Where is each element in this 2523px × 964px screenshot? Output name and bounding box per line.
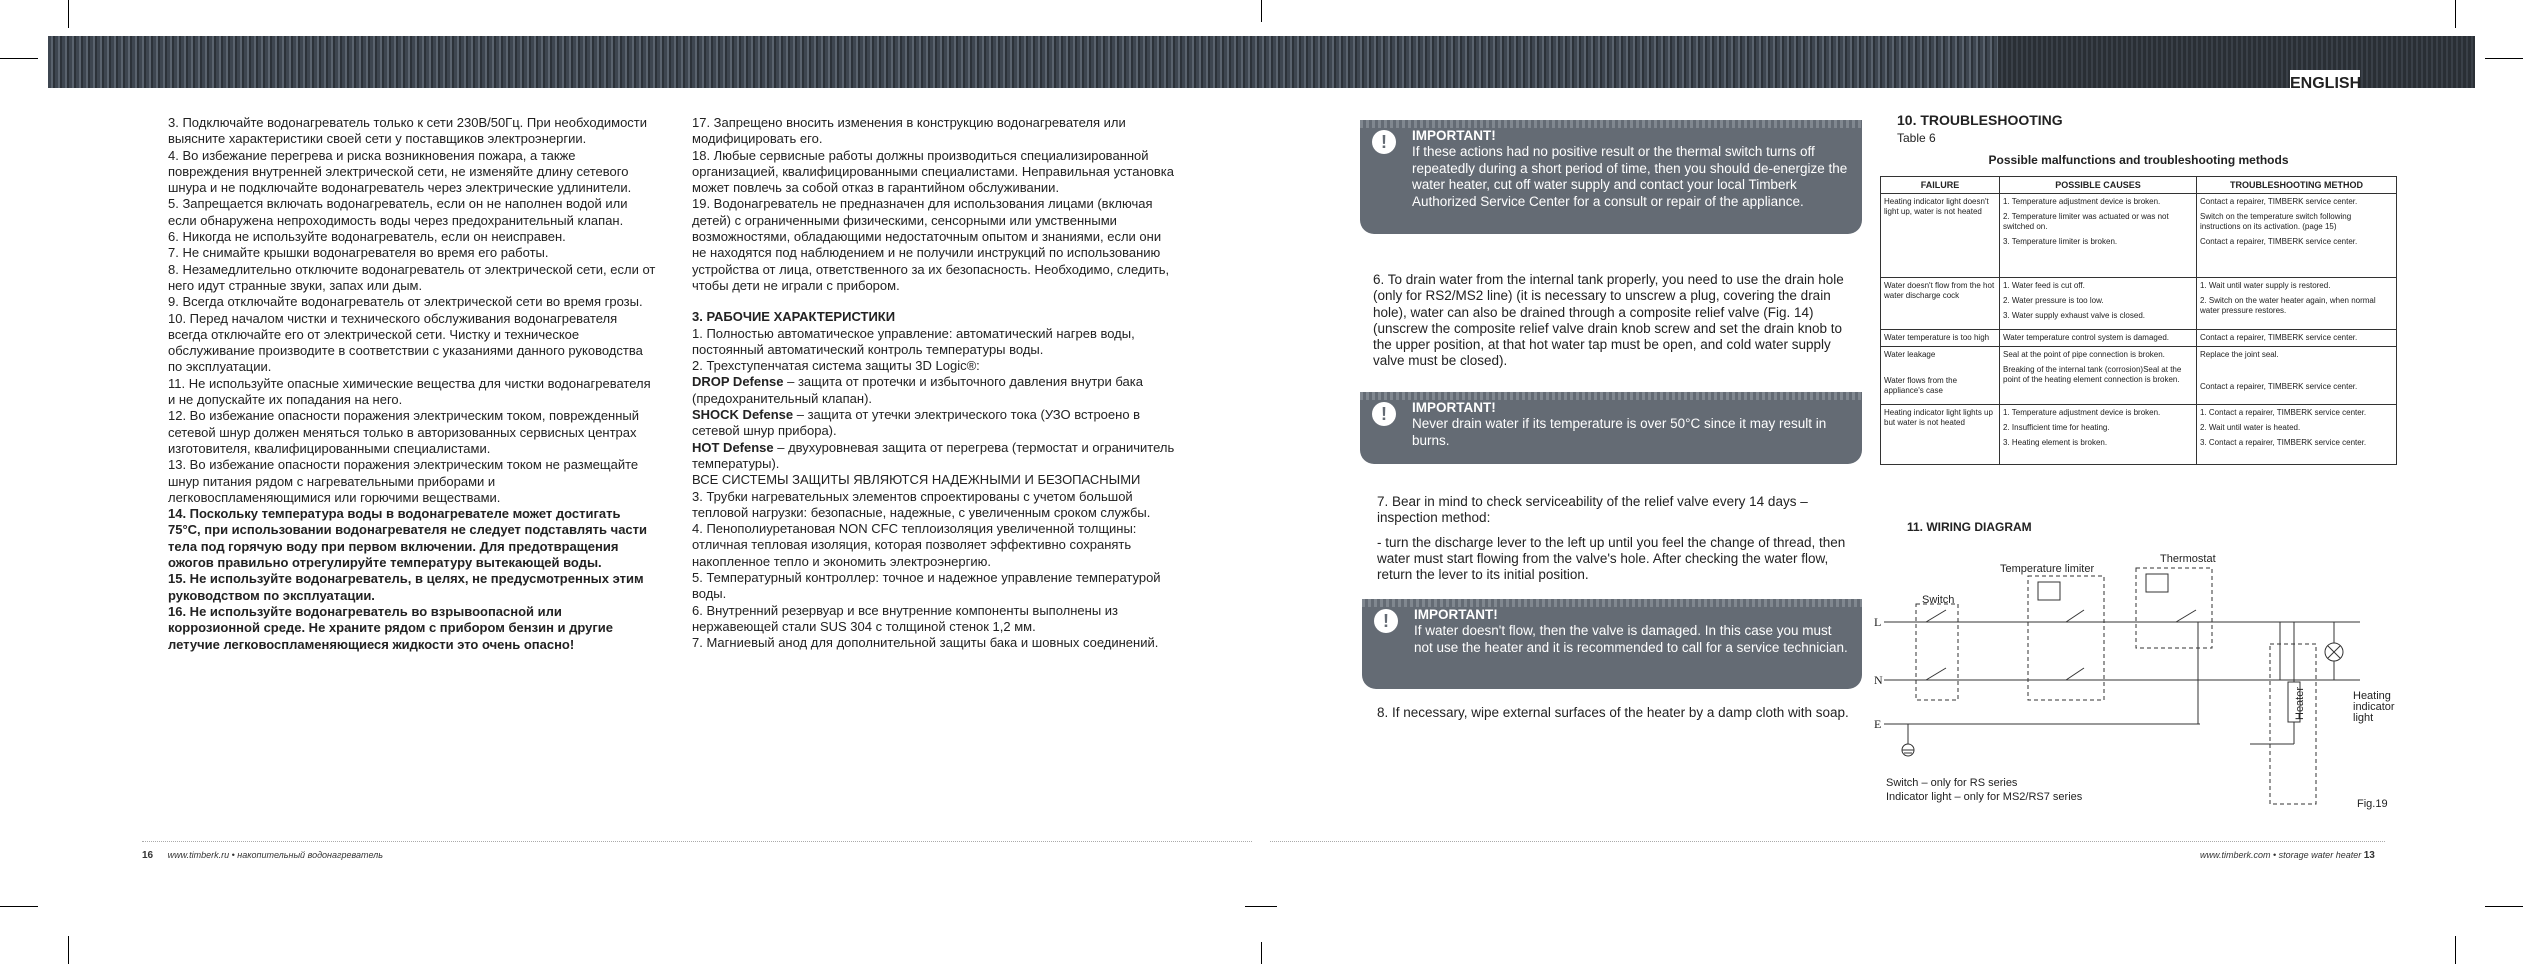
crop-mark (2455, 0, 2456, 28)
list-item: 6. Внутренний резервуар и все внутренние компоненты выполнены из нержавеющей стали SUS 304 с толщиной стенок 1,2 мм. (692, 602, 1118, 634)
warning-icon: ! (1372, 402, 1396, 426)
method: Replace the joint seal. (2200, 350, 2279, 359)
page-number: 16 (142, 850, 154, 861)
table-cell: Water leakage (1884, 350, 1936, 359)
cause: 3. Temperature limiter is broken. (2003, 237, 2118, 246)
list-item: 12. Во избежание опасности поражения электрическим током, поврежденный сетевой шнур должен меняться только в авторизованных сервисных центрах изготовителя, квалифицированными специалистами. (168, 408, 640, 456)
footer-left (142, 850, 383, 861)
method: Switch on the temperature switch following instructions on its activation. (page 15) (2200, 212, 2352, 231)
table-cell: Contact a repairer, TIMBERK service center. (2197, 330, 2397, 347)
list-item: 9. Всегда отключайте водонагреватель от электрической сети во время грозы. (168, 294, 643, 310)
wiring-note-line: Indicator light – only for MS2/RS7 series (1886, 791, 2083, 803)
crop-mark (2455, 936, 2456, 964)
crop-mark (68, 936, 69, 964)
important-title: IMPORTANT! (1414, 607, 1498, 622)
table-title: Possible malfunctions and troubleshooting methods (1988, 153, 2289, 167)
table-cell: Water temperature is too high (1881, 330, 2000, 347)
method: Contact a repairer, TIMBERK service center. (2200, 382, 2358, 391)
indicator-label-line: light (2353, 712, 2374, 724)
language-label: ENGLISH (2290, 70, 2360, 98)
list-item: 2. Трехступенчатая система защиты 3D Logic®: (692, 358, 980, 374)
table-cell: Water flows from the appliance's case (1884, 376, 1958, 395)
footer-rule (142, 841, 1252, 842)
relief-valve-paragraph (1377, 494, 1860, 583)
page-number: 13 (2363, 850, 2375, 861)
list-item: 10. Перед началом чистки и технического обслуживания водонагревателя всегда отключайте его от электрической сети. Чистку и техническое обслуживание производите в соответствии с указаниями данного руководства по эксплуатации. (168, 310, 643, 375)
important-text: Never drain water if its temperature is over 50°C since it may result in burns. (1412, 416, 1827, 448)
wiring-label-indicator (2353, 691, 2395, 724)
list-item: 1. Полностью автоматическое управление: автоматический нагрев воды, постоянный автоматический контроль температуры воды. (692, 325, 1135, 357)
footer-url: www.timberk.ru • накопительный водонагреватель (167, 850, 383, 860)
header-banner-dark (1998, 36, 2475, 88)
wiring-label-limiter: Temperature limiter (2000, 563, 2095, 575)
table-cell: Water temperature control system is damaged. (2000, 330, 2197, 347)
indicator-label-line: indicator (2353, 701, 2395, 713)
method: Contact a repairer, TIMBERK service center. (2200, 197, 2358, 206)
table-row (1881, 347, 2397, 405)
crop-mark (2485, 58, 2523, 59)
crop-mark (0, 906, 38, 907)
drain-paragraph: 6. To drain water from the internal tank properly, you need to use the drain hole (only for RS2/MS2 line) (it is necessary to unscrew a plug, covering the drain hole), water can also be drained through a composite relief valve (Fig. 14) (unscrew the composite relief valve drain knob screw and set the drain knob to the upper position, at that hot water tap must be open, and cold water supply valve must be closed). (1373, 272, 1844, 369)
table-cell: Heating indicator light doesn't light up, water is not heated (1881, 194, 2000, 278)
p7: 7. Bear in mind to check serviceability of the relief valve every 14 days – inspection method: (1377, 494, 1808, 526)
table-cell: Water doesn't flow from the hot water discharge cock (1881, 278, 2000, 330)
method: 2. Wait until water is heated. (2200, 423, 2301, 432)
important-text: If these actions had no positive result or the thermal switch turns off repeatedly during a short period of time, then you should de-energize the water heater, cut off water supply and contact your local Timberk Authorized Service Center for a consult or repair of the appliance. (1412, 144, 1848, 209)
wiring-label-thermostat: Thermostat (2160, 553, 2216, 565)
wiring-title: 11. WIRING DIAGRAM (1907, 520, 2032, 534)
wiring-note (1886, 776, 2082, 804)
wiring-label-N: N (1874, 673, 1883, 687)
cause: 2. Insufficient time for heating. (2003, 423, 2110, 432)
important-title: IMPORTANT! (1412, 128, 1496, 143)
cause: Breaking of the internal tank (corrosion)Seal at the point of the heating element connection is broken. (2003, 365, 2182, 384)
important-box-1 (1360, 120, 1862, 234)
list-item: 7. Магниевый анод для дополнительной защиты бака и шовных соединений. (692, 635, 1159, 651)
table-header: FAILURE (1881, 177, 2000, 194)
list-item: 4. Во избежание перегрева и риска возникновения пожара, а также повреждения внутренней электрической сети, не изменяйте длину сетевого шнура и не подключайте водонагреватель через электрические удлинители. (168, 147, 632, 196)
method: 3. Contact a repairer, TIMBERK service center. (2200, 438, 2367, 447)
cause: 2. Water pressure is too low. (2003, 296, 2104, 305)
defense-text: – двухуровневая защита от перегрева (термостат и ограничитель температуры). (692, 439, 1175, 471)
crop-mark (0, 58, 38, 59)
wipe-paragraph: 8. If necessary, wipe external surfaces of the heater by a damp cloth with soap. (1377, 705, 1849, 720)
method: 1. Wait until water supply is restored. (2200, 281, 2331, 290)
list-item-bold: 16. Не используйте водонагреватель во взрывоопасной или коррозионной среде. Не храните рядом с прибором бензин и другие летучие легковоспламеняющиеся жидкости это очень опасно! (168, 603, 614, 652)
table-row (1881, 405, 2397, 465)
important-text: If water doesn't flow, then the valve is damaged. In this case you must not use the heater and it is recommended to call for a service technician. (1414, 623, 1848, 655)
left-column-2 (692, 115, 1178, 652)
footer-url: www.timberk.com • storage water heater (2200, 850, 2362, 860)
list-item: 17. Запрещено вносить изменения в конструкцию водонагревателя или модифицировать его. (692, 115, 1126, 147)
footer-rule (1270, 841, 2385, 842)
figure-label: Fig.19 (2357, 798, 2388, 810)
p7b: - turn the discharge lever to the left up until you feel the change of thread, then water must start flowing from the valve's hole. After checking the water flow, return the lever to its initial position. (1377, 534, 1846, 583)
table-row (1881, 330, 2397, 347)
list-item: 3. Подключайте водонагреватель только к сети 230В/50Гц. При необходимости выясните характеристики своей сети у поставщиков электроэнергии. (168, 115, 648, 147)
list-item: 6. Никогда не используйте водонагреватель, если он неисправен. (168, 229, 566, 245)
wiring-note-line: Switch – only for RS series (1886, 777, 2018, 789)
wiring-label-E: E (1874, 717, 1882, 731)
list-item: 19. Водонагреватель не предназначен для использования лицами (включая детей) с ограниченными физическими, сенсорными или умственными возможностями, обладающими недостаточным опытом и знаниями, если они не находятся под наблюдением и не получили инструкций по использованию устройства от лица, ответственного за их безопасность. Необходимо, следить, чтобы дети не играли с прибором. (692, 196, 1170, 293)
defense-label: HOT Defense (692, 439, 774, 455)
defense-item (692, 407, 1178, 440)
wiring-label-heater: Heater (2294, 686, 2306, 720)
table-label: Table 6 (1897, 131, 1936, 145)
list-item: 7. Не снимайте крышки водонагревателя во время его работы. (168, 245, 549, 261)
cause: 3. Water supply exhaust valve is closed. (2003, 311, 2145, 320)
all-safe-text: ВСЕ СИСТЕМЫ ЗАЩИТЫ ЯВЛЯЮТСЯ НАДЕЖНЫМИ И БЕЗОПАСНЫМИ (692, 472, 1141, 488)
method: 1. Contact a repairer, TIMBERK service center. (2200, 408, 2367, 417)
indicator-label-line: Heating (2353, 690, 2391, 702)
crop-mark (1261, 942, 1262, 964)
list-item: 4. Пенополиуретановая NON CFC теплоизоляция увеличенной толщины: отличная тепловая изоляция, которая позволяет эффективно сохранять накопленное тепло и экономить электроэнергию. (692, 521, 1137, 569)
defense-text: – защита от утечки электрического тока (УЗО встроено в сетевой шнур прибора). (692, 407, 1141, 439)
defense-label: DROP Defense (692, 374, 784, 390)
cause: Seal at the point of pipe connection is broken. (2003, 350, 2165, 359)
crop-mark (2485, 906, 2523, 907)
troubleshooting-title: 10. TROUBLESHOOTING (1897, 112, 2063, 128)
list-item: 8. Незамедлительно отключите водонагреватель от электрической сети, если от него идут странные звуки, запах или дым. (168, 261, 656, 293)
warning-icon: ! (1374, 609, 1398, 633)
table-header: POSSIBLE CAUSES (2000, 177, 2197, 194)
cause: 3. Heating element is broken. (2003, 438, 2108, 447)
warning-icon: ! (1372, 130, 1396, 154)
defense-item (692, 374, 1178, 407)
table-row (1881, 194, 2397, 278)
method: 2. Switch on the water heater again, when normal water pressure restores. (2200, 296, 2376, 315)
left-column-1 (168, 115, 656, 653)
list-item: 5. Запрещается включать водонагреватель, если он не наполнен водой или если обнаружена непроходимость воды через предохранительный клапан. (168, 196, 628, 228)
list-item: 18. Любые сервисные работы должны производиться специализированной организацией, квалифицированными специалистами. Неправильная установка может повлечь за собой отказ в гарантийном обслуживании. (692, 147, 1174, 196)
list-item: 5. Температурный контроллер: точное и надежное управление температурой воды. (692, 570, 1161, 602)
crop-mark (1261, 0, 1262, 22)
method: Contact a repairer, TIMBERK service center. (2200, 237, 2358, 246)
defense-label: SHOCK Defense (692, 407, 794, 423)
important-title: IMPORTANT! (1412, 400, 1496, 415)
footer-right (2200, 850, 2375, 861)
wiring-label-switch: Switch (1922, 594, 1955, 606)
list-item: 11. Не используйте опасные химические вещества для чистки водонагревателя и не допускайте их попадания на него. (168, 375, 651, 408)
cause: 2. Temperature limiter was actuated or was not switched on. (2003, 212, 2169, 231)
important-box-3 (1362, 599, 1862, 689)
list-item: 3. Трубки нагревательных элементов спроектированы с учетом большой тепловой нагрузки: безопасные, надежные, с увеличенным сроком службы. (692, 488, 1151, 520)
troubleshooting-table (1880, 176, 2397, 465)
crop-mark (68, 0, 69, 28)
table-row (1881, 278, 2397, 330)
defense-text: – защита от протечки и избыточного давления внутри бака (предохранительный клапан). (692, 374, 1143, 406)
list-item-bold: 15. Не используйте водонагреватель, в целях, не предусмотренных этим руководством по эксплуатации. (168, 571, 644, 603)
wiring-label-L: L (1874, 615, 1882, 629)
defense-item (692, 440, 1178, 473)
table-header: TROUBLESHOOTING METHOD (2197, 177, 2397, 194)
list-item: 13. Во избежание опасности поражения электрическим током не размещайте шнур питания рядом с нагревательными приборами и легковоспламеняющимися или горючими веществами. (168, 457, 639, 505)
crop-mark (1245, 906, 1277, 907)
cause: 1. Water feed is cut off. (2003, 281, 2085, 290)
cause: 1. Temperature adjustment device is broken. (2003, 197, 2161, 206)
list-item-bold: 14. Поскольку температура воды в водонагревателе может достигать 75°С, при использовании водонагревателя не следует подставлять части тела под горячую воду при первом включении. Для предотвращения ожогов правильно отрегулируйте температуру вытекающей воды. (168, 506, 648, 571)
table-cell: Heating indicator light lights up but water is not heated (1881, 405, 2000, 465)
cause: 1. Temperature adjustment device is broken. (2003, 408, 2161, 417)
section-title: 3. РАБОЧИЕ ХАРАКТЕРИСТИКИ (692, 309, 896, 325)
important-box-2 (1360, 392, 1862, 464)
